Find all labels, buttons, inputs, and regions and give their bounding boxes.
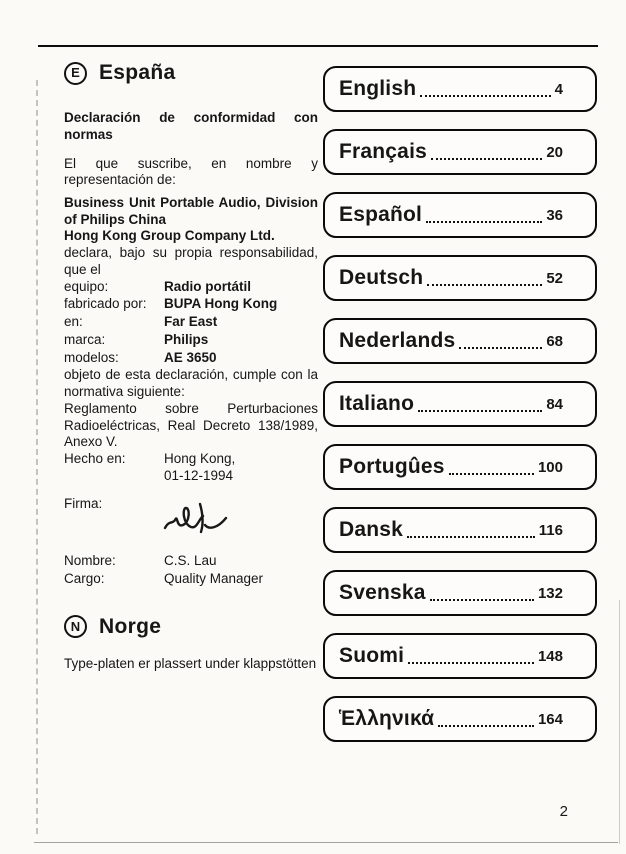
circled-n-badge: N bbox=[64, 615, 87, 638]
toc-label: English bbox=[339, 77, 417, 100]
toc-item-nederlands bbox=[323, 318, 597, 364]
table-of-contents bbox=[323, 66, 597, 742]
nombre-row bbox=[64, 553, 318, 570]
cargo-value: Quality Manager bbox=[164, 570, 264, 586]
toc-item-francais bbox=[323, 129, 597, 175]
toc-page-number: 164 bbox=[537, 710, 563, 728]
toc-page-number: 36 bbox=[546, 206, 563, 224]
top-rule bbox=[38, 45, 598, 47]
field-row-en bbox=[64, 314, 318, 331]
toc-page-number: 20 bbox=[546, 143, 563, 161]
toc-label: Suomi bbox=[339, 644, 405, 667]
toc-item-greek bbox=[323, 696, 597, 742]
toc-page-number: 68 bbox=[546, 332, 563, 350]
cargo-label: Cargo: bbox=[64, 570, 105, 586]
field-value: BUPA Hong Kong bbox=[164, 296, 278, 312]
field-label: equipo: bbox=[64, 278, 109, 294]
field-row-modelos bbox=[64, 350, 318, 367]
dotted-leader bbox=[426, 208, 542, 223]
dotted-leader bbox=[438, 712, 534, 727]
field-value: Radio portátil bbox=[164, 278, 251, 294]
field-value: Philips bbox=[164, 331, 209, 347]
field-label: en: bbox=[64, 314, 83, 330]
field-label: marca: bbox=[64, 331, 106, 347]
toc-item-english bbox=[323, 66, 597, 112]
toc-label: Nederlands bbox=[339, 329, 456, 352]
dotted-leader bbox=[459, 334, 542, 349]
field-row-fabricado bbox=[64, 296, 318, 313]
page-edge-dashed-line bbox=[36, 80, 38, 834]
field-value: Far East bbox=[164, 314, 218, 330]
espana-title: España bbox=[99, 61, 176, 84]
hecho-place: Hong Kong, bbox=[164, 450, 236, 466]
toc-item-svenska bbox=[323, 570, 597, 616]
toc-page-number: 100 bbox=[537, 458, 563, 476]
field-row-marca bbox=[64, 332, 318, 349]
page-number: 2 bbox=[559, 803, 568, 820]
toc-page-number: 116 bbox=[538, 521, 563, 539]
hecho-label: Hecho en: bbox=[64, 450, 126, 466]
firma-row bbox=[64, 496, 318, 547]
nombre-value: C.S. Lau bbox=[164, 553, 217, 569]
left-column bbox=[64, 60, 318, 672]
toc-label: Svenska bbox=[339, 581, 426, 604]
toc-label: Dansk bbox=[339, 518, 404, 541]
norge-text: Type-platen er plassert under klappstötten bbox=[64, 655, 317, 671]
dotted-leader bbox=[408, 649, 534, 664]
toc-label: Deutsch bbox=[339, 266, 424, 289]
field-label: modelos: bbox=[64, 349, 119, 365]
field-row-equipo bbox=[64, 279, 318, 296]
regulation-text: Reglamento sobre Perturbaciones Radioeléctricas, Real Decreto 138/1989, Anexo V. bbox=[64, 400, 318, 450]
bottom-rule bbox=[34, 842, 618, 843]
dotted-leader bbox=[431, 145, 542, 160]
hecho-en-row bbox=[64, 451, 318, 484]
dotted-leader bbox=[427, 271, 542, 286]
declares-text: declara, bajo su propia responsabilidad, que el bbox=[64, 245, 318, 277]
toc-page-number: 148 bbox=[537, 647, 563, 665]
dotted-leader bbox=[407, 523, 535, 538]
object-text: objeto de esta declaración, cumple con la normativa siguiente: bbox=[64, 367, 318, 400]
toc-label: Español bbox=[339, 203, 423, 226]
dotted-leader bbox=[420, 82, 550, 97]
toc-page-number: 84 bbox=[546, 395, 563, 413]
company-line-1: Business Unit Portable Audio, Division of Philips China bbox=[64, 194, 318, 227]
company-line-2: Hong Kong Group Company Ltd. bbox=[64, 228, 275, 244]
toc-label: Portugûes bbox=[339, 455, 445, 478]
hecho-date: 01-12-1994 bbox=[164, 467, 234, 483]
intro-text: El que suscribe, en nombre y representación de: bbox=[64, 155, 318, 188]
norge-title: Norge bbox=[99, 614, 162, 638]
toc-page-number: 4 bbox=[554, 80, 563, 98]
section-norge-heading bbox=[64, 614, 318, 640]
toc-item-deutsch bbox=[323, 255, 597, 301]
toc-label: Italiano bbox=[339, 392, 415, 415]
declaration-title: Declaración de conformidad con normas bbox=[64, 110, 318, 142]
hecho-value bbox=[164, 451, 235, 484]
toc-page-number: 132 bbox=[537, 584, 563, 602]
right-edge-line bbox=[619, 600, 620, 844]
toc-label: Français bbox=[339, 140, 427, 163]
toc-item-suomi bbox=[323, 633, 597, 679]
cargo-row bbox=[64, 571, 318, 588]
toc-item-italiano bbox=[323, 381, 597, 427]
nombre-label: Nombre: bbox=[64, 553, 116, 569]
field-label: fabricado por: bbox=[64, 296, 147, 312]
toc-item-dansk bbox=[323, 507, 597, 553]
toc-label: Ἑλληνικά bbox=[339, 707, 435, 730]
toc-item-espanol bbox=[323, 192, 597, 238]
circled-e-badge: E bbox=[64, 62, 87, 85]
dotted-leader bbox=[418, 397, 542, 412]
dotted-leader bbox=[449, 460, 534, 475]
toc-page-number: 52 bbox=[546, 269, 563, 287]
signature bbox=[160, 498, 232, 547]
field-value: AE 3650 bbox=[164, 349, 217, 365]
dotted-leader bbox=[430, 586, 534, 601]
firma-label: Firma: bbox=[64, 496, 103, 512]
section-espana-heading bbox=[64, 60, 318, 86]
toc-item-portugues bbox=[323, 444, 597, 490]
